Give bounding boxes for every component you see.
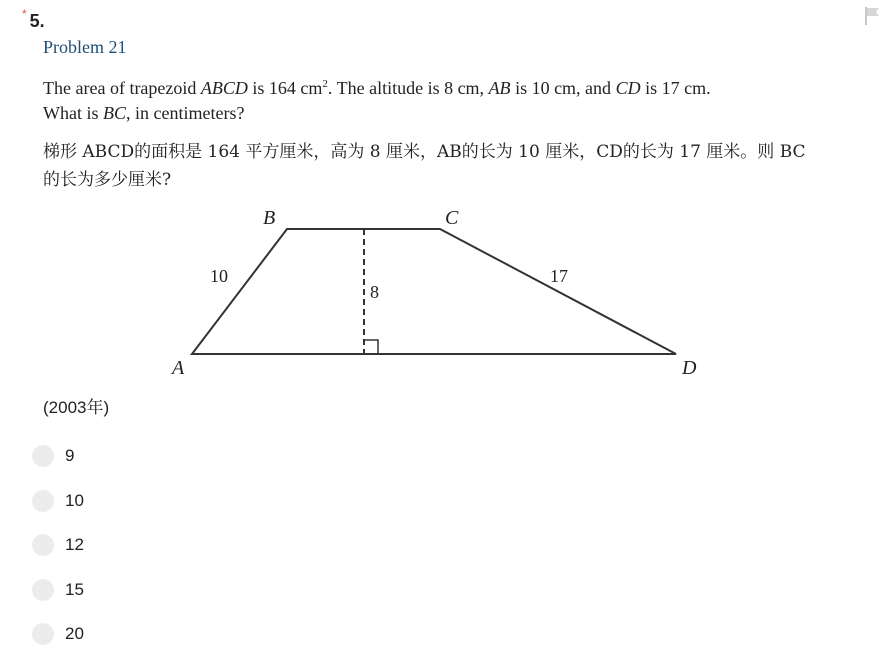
radio-button[interactable] [32, 534, 54, 556]
answer-options [32, 434, 84, 657]
math-bc: BC [103, 103, 127, 123]
question-header [22, 8, 45, 32]
height-label: 8 [370, 282, 379, 302]
year-label: (2003年) [43, 398, 110, 417]
option-20[interactable] [32, 612, 84, 657]
vertex-label-c: C [445, 207, 459, 229]
trapezoid-diagram [165, 200, 705, 385]
math-cd: CD [615, 78, 641, 98]
option-label: 12 [65, 535, 84, 555]
radio-button[interactable] [32, 579, 54, 601]
problem-title: Problem 21 [43, 37, 127, 57]
chinese-line-1: 梯形 ABCD的面积是 164 平方厘米，高为 8 厘米，AB的长为 10 厘米，CD的长为 17 厘米。则 BC [43, 142, 806, 162]
vertex-label-d: D [682, 357, 697, 379]
option-label: 20 [65, 624, 84, 644]
math-area: 164 [268, 78, 296, 98]
option-10[interactable] [32, 479, 84, 524]
radio-button[interactable] [32, 623, 54, 645]
radio-button[interactable] [32, 490, 54, 512]
option-label: 9 [65, 446, 75, 466]
chinese-line-2: 的长为多少厘米? [43, 170, 172, 190]
question-text-english: The area of trapezoid ABCD is 164 $cm^2$. The altitude is 8 cm, AB is 10 cm, and CD is 17 cm. What is BC, in centimeters? [43, 78, 711, 123]
option-label: 15 [65, 579, 84, 599]
option-9[interactable] [32, 434, 84, 479]
vertex-label-a: A [172, 357, 185, 379]
math-abcd: ABCD [200, 78, 248, 98]
side-label-ab: 10 [210, 266, 228, 286]
math-ab: AB [488, 78, 511, 98]
option-15[interactable] [32, 568, 84, 613]
required-marker: * [22, 7, 27, 21]
option-12[interactable] [32, 523, 84, 568]
trapezoid-shape [192, 229, 676, 354]
option-label: 10 [65, 490, 84, 510]
side-label-cd: 17 [550, 266, 568, 286]
question-text-chinese [43, 138, 863, 194]
question-number: 5. [29, 11, 45, 31]
radio-button[interactable] [32, 445, 54, 467]
flag-icon[interactable] [864, 6, 882, 26]
right-angle-mark [364, 340, 378, 354]
vertex-label-b: B [263, 207, 276, 229]
